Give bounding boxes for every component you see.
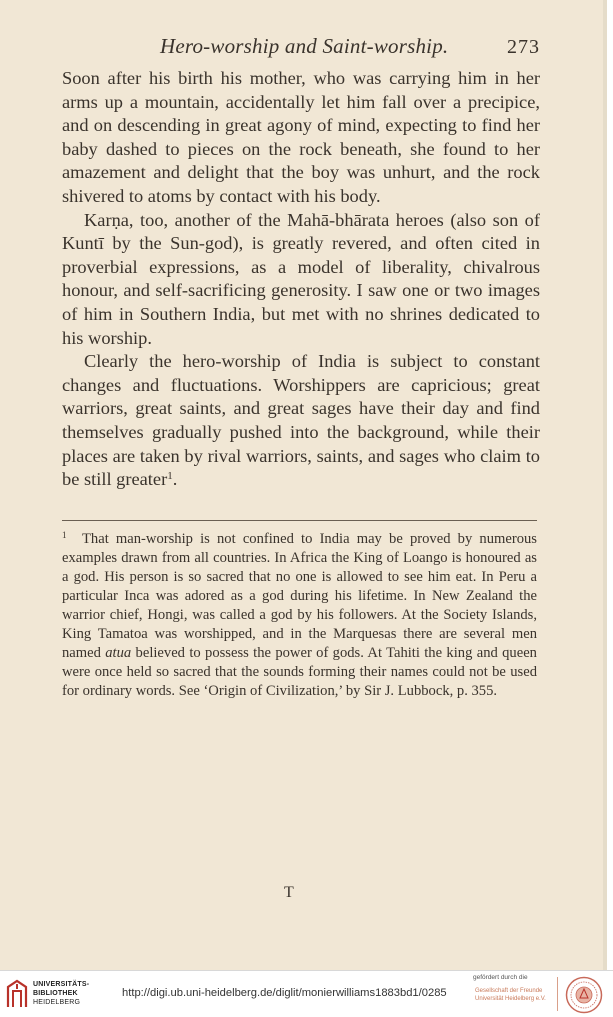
viewer-footer (0, 970, 613, 1017)
footnote-italic-word: atua (105, 645, 132, 661)
footnote (62, 530, 537, 701)
sponsor-label: gefördert durch die (473, 974, 528, 981)
library-logo-icon[interactable] (5, 979, 29, 1009)
library-name-line-2: BIBLIOTHEK (33, 990, 78, 997)
library-name (33, 980, 89, 1007)
body-text (62, 67, 540, 492)
sponsor-name (475, 987, 546, 1003)
permalink-url[interactable]: http://digi.ub.uni-heidelberg.de/diglit/monierwilliams1883bd1/0285 (122, 987, 447, 999)
sponsor-name-line-2: Universität Heidelberg e.V. (475, 996, 546, 1002)
paragraph-3-text: Clearly the hero-worship of India is subject to constant changes and fluctuations. Worshippers are capricious; great warriors, great saints, and great sages have their day and find themselves gradually pushed into the background, while their places are taken by rival warriors, saints, and sages who claim to be still greater (62, 351, 540, 490)
footnote-reference[interactable]: 1 (167, 470, 173, 483)
library-name-line-3: HEIDELBERG (33, 999, 81, 1006)
footnote-text-1: That man-worship is not confined to India may be proved by numerous examples drawn from all countries. In Africa the King of Loango is honoured as a god. His person is so sacred that no one is allowed to see him eat. In Peru a particular Inca was adored as a god during his lifetime. In New Zealand the warrior chief, Hongi, was called a god by his followers. At the Society Islands, King Tamatoa was worshipped, and in the Marquesas there are several men named (62, 531, 537, 661)
running-head (0, 34, 607, 60)
sponsor-name-line-1: Gesellschaft der Freunde (475, 988, 543, 994)
running-title: Hero-worship and Saint-worship. (160, 34, 449, 58)
paragraph-3: Clearly the hero-worship of India is subject to constant changes and fluctuations. Worshippers are capricious; great warriors, great saints, and great sages have their day and find themselves gradually pushed into the background, while their places are taken by rival warriors, saints, and sages who claim to be still greater$^1$. (62, 351, 540, 490)
footnote-marker: 1 (62, 530, 67, 540)
footnote-rule (62, 520, 537, 521)
page-number: 273 (507, 36, 540, 58)
university-seal-icon[interactable] (565, 976, 603, 1014)
paragraph-2: Karṇa, too, another of the Mahā-bhārata heroes (also son of Kuntī by the Sun-god), is greatly revered, and often cited in proverbial expressions, as a model of liberality, chivalrous honour, and self-sacrificing generosity. I saw one or two images of him in Southern India, but met with no shrines dedicated to his worship. (62, 209, 540, 348)
footer-divider (557, 977, 558, 1011)
library-name-line-1: UNIVERSITÄTS- (33, 981, 90, 988)
footnote-text-2: believed to possess the power of gods. At Tahiti the king and queen were once held so sacred that the sounds forming their names could not be used for ordinary words. See ‘Origin of Civilization,’ by Sir J. Lubbock, p. 355. (62, 645, 537, 699)
signature-mark: T (284, 884, 294, 901)
paragraph-1: Soon after his birth his mother, who was carrying him in her arms up a mountain, accidentally let him fall over a precipice, and on descending in great agony of mind, expecting to find her baby dashed to pieces on the rock beneath, she found to her amazement and delight that the boy was unhurt, and the rock shivered to atoms by contact with his body. (62, 68, 540, 206)
